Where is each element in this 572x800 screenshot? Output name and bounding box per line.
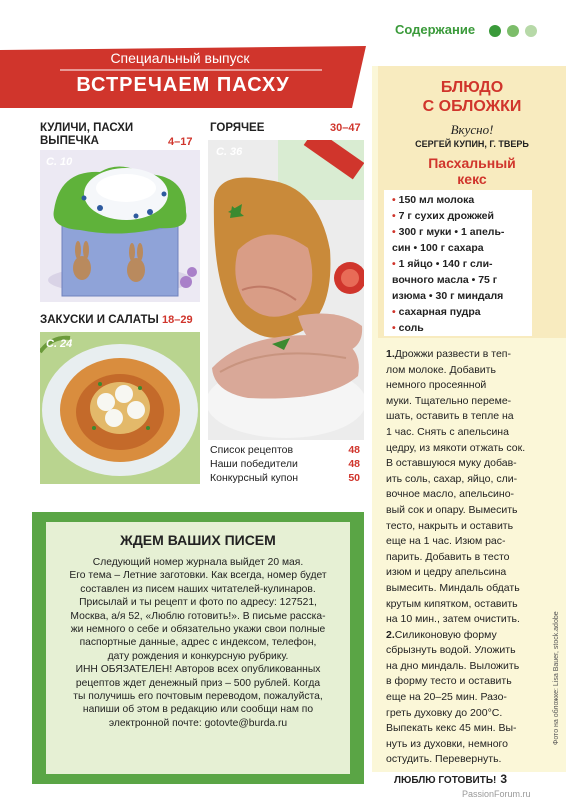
step-line: нуть из духовки, немного	[386, 737, 508, 750]
list-item-page: 50	[348, 472, 360, 484]
salad-illustration	[40, 332, 200, 484]
watermark: PassionForum.ru	[462, 789, 531, 799]
letters-line: Москва, а/я 52, «Люблю готовить!». В письме расска-	[70, 610, 326, 622]
step-line: еще на 1 час. Изюм рас-	[386, 535, 506, 548]
list-item	[210, 458, 360, 472]
step-text: Силиконовую форму	[394, 628, 497, 641]
letters-line: Следующий номер журнала выйдет 20 мая.	[92, 557, 304, 568]
section-pages: 30–47	[330, 122, 361, 134]
banner-title: ВСТРЕЧАЕМ ПАСХУ	[76, 74, 290, 96]
ingredient-text: син • 100 г сахара	[392, 242, 484, 254]
section-title-line: ВЫПЕЧКА	[40, 135, 99, 147]
ingredient	[392, 242, 532, 258]
photo-page-tag: С. 36	[216, 146, 243, 158]
list-item	[210, 472, 360, 486]
step-line: на 10 мин., затем очистить.	[386, 613, 520, 626]
list-item	[210, 444, 360, 458]
cover-dish-title-line: БЛЮДО	[440, 79, 504, 96]
letters-line: жи немного о себе и обязательно укажи свои полные	[70, 624, 326, 636]
step-line: сбрызнуть водой. Уложить	[386, 644, 516, 657]
toc-label: Содержание	[395, 22, 476, 37]
letters-line: ты получишь его почтовым переводом, пожалуйста,	[73, 691, 323, 703]
letters-line: ИНН ОБЯЗАТЕЛЕН! Авторов всех опубликованных	[75, 664, 321, 676]
recipe-title	[378, 155, 566, 187]
step-line: ить соль, сахар, яйцо, сли-	[386, 472, 518, 485]
letters-line: напиши об этом в редакцию или сообщи нам по	[82, 704, 314, 716]
list-item-label: Список рецептов	[210, 444, 294, 456]
list-item-label: Наши победители	[210, 458, 298, 470]
ingredient-text: 300 г муки • 1 апель-	[398, 226, 505, 238]
step-line: на дно миндаль. Выложить	[386, 659, 520, 672]
section-pages: 4–17	[168, 136, 193, 148]
letters-line: дату рождения и конкурсную рубрику.	[107, 650, 289, 662]
roast-photo	[208, 140, 364, 440]
cover-dish-title-line: С ОБЛОЖКИ	[422, 98, 522, 115]
ingredient-text: вочного масла • 75 г	[392, 274, 498, 286]
step-line: 1 час. Снять с апельсина	[386, 425, 509, 438]
ingredient-text: 7 г сухих дрожжей	[398, 210, 494, 222]
author: СЕРГЕЙ КУПИН, Г. ТВЕРЬ	[415, 139, 529, 149]
ingredient	[392, 274, 532, 290]
step-line: крутым кипятком, оставить	[386, 597, 518, 610]
step-number: 2.	[386, 628, 395, 641]
step-line: шать, оставить в тепле на	[386, 410, 514, 423]
kulich-photo	[40, 150, 200, 302]
step-line: вымесить. Миндаль обдать	[386, 581, 520, 594]
recipe-steps	[386, 347, 562, 768]
section-title: ГОРЯЧЕЕ	[210, 122, 265, 134]
list-item-page: 48	[348, 444, 360, 456]
roast-illustration	[208, 140, 364, 440]
step-line: В оставшуюся муку добав-	[386, 457, 517, 470]
section-pages: 18–29	[162, 314, 193, 326]
photo-credit	[553, 555, 563, 745]
ingredient: • 150 мл молока	[392, 194, 475, 206]
step-line: остудить. Перевернуть.	[386, 753, 502, 766]
photo-page-tag: С. 10	[46, 156, 73, 168]
step-line: цедру, из мякоти отжать сок.	[386, 441, 526, 454]
photo-credit-text: Фото на обложке: Lisa Bauer, stock.adobe	[553, 611, 560, 745]
ingredient	[392, 290, 532, 306]
header-dot	[525, 25, 537, 37]
footer	[394, 772, 507, 786]
step-line: Выпекать кекс 45 мин. Вы-	[386, 722, 517, 735]
banner-subtitle: Специальный выпуск	[110, 50, 250, 66]
ingredient-text: 150 мл молока	[398, 194, 475, 206]
step-line: лом молоке. Добавить	[386, 363, 496, 376]
recipe-title-line: Пасхальный	[428, 155, 516, 171]
header-dot	[507, 25, 519, 37]
ingredient: • соль	[392, 322, 424, 334]
letters-line: Его тема – Летние заготовки. Как всегда, номер будет	[69, 570, 327, 582]
ingredient: • 7 г сухих дрожжей	[392, 210, 494, 222]
step-line: в форму тесто и оставить	[386, 675, 512, 688]
list-item-page: 48	[348, 458, 360, 470]
step-line: вочное масло, апельсино-	[386, 488, 515, 501]
letters-line: паспортные данные, адрес с индексом, телефон,	[79, 637, 317, 649]
cover-dish-title	[378, 78, 566, 116]
salad-photo	[40, 332, 200, 484]
step-number: 1.	[386, 348, 395, 360]
ingredient: • 1 яйцо • 140 г сли-	[392, 258, 493, 270]
step-line: тесто, накрыть и оставить	[386, 519, 514, 532]
letters-body	[52, 556, 344, 730]
step-text: Дрожжи развести в теп-	[394, 348, 511, 360]
step-line	[386, 347, 562, 363]
step-line: немного просеянной	[386, 379, 487, 392]
step-line: греть духовку до 200°С.	[386, 706, 503, 719]
tagline: Вкусно!	[450, 122, 494, 137]
photo-page-tag: С. 24	[46, 338, 73, 350]
section-title-line: КУЛИЧИ, ПАСХИ	[40, 122, 134, 134]
list-item-label: Конкурсный купон	[210, 472, 299, 484]
letters-line: электронной почте: gotovte@burda.ru	[108, 717, 288, 729]
step-line: изюм и цедру апельсина	[386, 566, 507, 579]
ingredient-text: 1 яйцо • 140 г сли-	[398, 258, 493, 270]
header-dot	[489, 25, 501, 37]
section-title: ЗАКУСКИ И САЛАТЫ	[40, 314, 159, 326]
ingredient-text: сахарная пудра	[398, 306, 481, 318]
step-line: муки. Тщательно переме-	[386, 394, 512, 407]
recipe-title-line: кекс	[457, 171, 487, 187]
kulich-illustration	[40, 150, 200, 302]
magazine-name: ЛЮБЛЮ ГОТОВИТЬ!	[394, 775, 497, 786]
letters-line: рецептов ждет денежный приз – 500 рублей. Когда	[75, 677, 321, 689]
ingredient-text: соль	[398, 322, 424, 334]
step-line	[386, 628, 562, 644]
letters-title: ЖДЕМ ВАШИХ ПИСЕМ	[120, 532, 276, 548]
step-line: вый сок и опару. Вымесить	[386, 503, 518, 516]
letters-line: Присылай и ты рецепт и фото по адресу: 127521,	[79, 597, 317, 609]
page-number: 3	[500, 772, 508, 786]
step-line: еще на 20–25 мин. Разо-	[386, 691, 507, 704]
ingredient-text: изюма • 30 г миндаля	[392, 290, 504, 302]
ingredient: • сахарная пудра	[392, 306, 481, 318]
step-line: парить. Добавить в тесто	[386, 550, 510, 563]
toc-header	[395, 22, 565, 42]
letters-line: составлен из писем наших читателей-кулинаров.	[80, 583, 316, 595]
ingredient: • 300 г муки • 1 апель-	[392, 226, 505, 238]
